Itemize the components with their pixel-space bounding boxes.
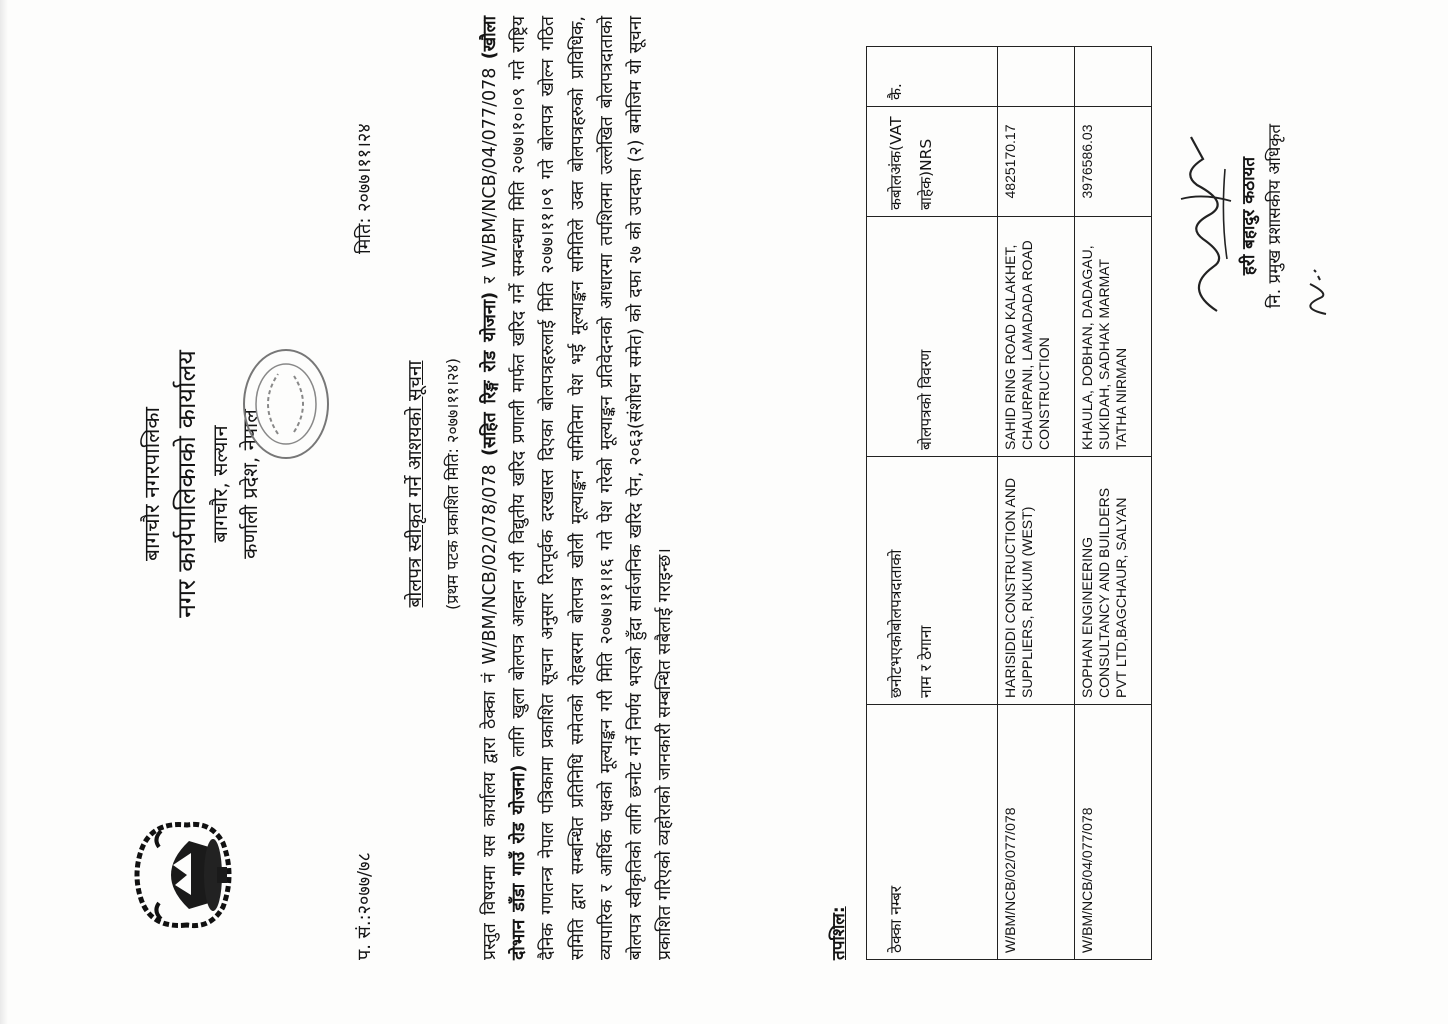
bid-table [866, 46, 1152, 960]
cell-contract-no: W/BM/NCB/02/077/078 [998, 705, 1075, 960]
header-bidder: छनोटभएकोबोलपत्रदाताको नाम र ठेगाना [867, 457, 998, 705]
office-seal-icon [238, 344, 334, 464]
handwritten-signature-icon [1173, 129, 1241, 319]
letter-date: मिति: २०७७।११।२४ [354, 123, 375, 254]
header-remarks: कै. [867, 47, 998, 107]
body-project-1: (सहित रिङ्ग रोड योजना) [480, 291, 500, 456]
cell-amount: 3976586.03 [1075, 107, 1152, 217]
initial-mark-icon [1290, 264, 1334, 324]
header-contract-no: ठेक्का नम्बर [867, 705, 998, 960]
notice-body [476, 16, 680, 960]
municipality-emblem-icon [131, 811, 235, 939]
municipality-name: बागचौर नगरपालिका [140, 407, 164, 561]
office-province: कर्णाली प्रदेश, नेपाल [238, 409, 262, 559]
cell-contract-no: W/BM/NCB/04/077/078 [1075, 705, 1152, 960]
signatory-name: हरी बहादुर कठायत [1239, 156, 1259, 276]
body-text: र W/BM/NCB/04/077/078 [480, 59, 500, 292]
header-amount: कबोलअंक(VAT बाहेक)NRS [867, 107, 998, 217]
office-name: नगर कार्यपालिकाको कार्यालय [172, 350, 201, 618]
table-row [1075, 47, 1152, 960]
body-text: लागि खुला बोलपत्र आव्हान गरी विद्युतीय खरिद प्रणाली मार्फत खरिद गर्ने सम्बन्धमा मिति २०७७।१०।०९ गते राष्ट्रिय दैनिक गणतन्त्र नेपाल पत्रिकामा प्रकाशित सूचना अनुसार रितपूर्वक दरखास्त दिएका बोलपत्रहरुलाई मिति २०७७।११।०९ गते बोलपत्र खोल्न गठित समिति द्वारा सम्बन्धित प्रतिनिधि समेतको रोहबरमा बोलपत्र खोली मूल्याङ्कन समितिमा पेश भई मूल्याङ्कन समितिले उक्त बोलपत्रहरुको प्राविधिक, व्यापारिक र आर्थिक पक्षको मूल्याङ्कन गरी मिति २०७७।११।१६ गते पेश गरेको मूल्याङ्कन प्रतिवेदनको आधारमा तपशिलमा उल्लेखित बोलपत्रदाताको बोलपत्र स्वीकृतिको लागि छनोट गर्ने निर्णय भएको हुँदा सार्वजनिक खरिद ऐन, २०६३(संशोधन समेत) को दफा २७ को उपदफा (२) बमोजिम यो सूचना प्रकाशित गरिएको व्यहोराको जानकारी सम्बन्धित सबैलाई गराइन्छ। [509, 16, 676, 960]
table-header-row [867, 47, 998, 960]
published-date-line: (प्रथम पटक प्रकाशित मिति: २०७७।११।२४) [443, 358, 462, 610]
signatory-title: नि. प्रमुख प्रशासकीय अधिकृत [1265, 123, 1285, 309]
reference-number: प. सं.:२०७७/७८ [354, 852, 375, 960]
cell-bidder: SOPHAN ENGINEERING CONSULTANCY AND BUILDERS PVT LTD,BAGCHAUR, SALYAN [1075, 457, 1152, 705]
cell-description: KHAULA, DOBHAN, DADAGAU, SUKIDAH, SADHAK MARMAT TATHA NIRMAN [1075, 217, 1152, 457]
header-description: बोलपत्रको विवरण [867, 217, 998, 457]
cell-description: SAHID RING ROAD KALAKHET, CHAURPANI, LAMADADA ROAD CONSTRUCTION [998, 217, 1075, 457]
letterhead [135, 244, 265, 724]
cell-bidder: HARISIDDI CONSTRUCTION AND SUPPLIERS, RUKUM (WEST) [998, 457, 1075, 705]
scan-edge [0, 0, 8, 1024]
body-project-2: (खौला दोभान डाँडा गाउँ रोड योजना) [480, 15, 530, 960]
cell-remarks [998, 47, 1075, 107]
details-label: तपशिल: [829, 906, 849, 960]
cell-remarks [1075, 47, 1152, 107]
table-row [998, 47, 1075, 960]
cell-amount: 4825170.17 [998, 107, 1075, 217]
office-location: बागचौर, सल्यान [208, 425, 232, 543]
body-text: प्रस्तुत विषयमा यस कार्यालय द्वारा ठेक्का नं W/BM/NCB/02/078/078 [480, 456, 500, 960]
notice-subject: बोलपत्र स्वीकृत गर्ने आशयको सूचना [404, 360, 426, 608]
